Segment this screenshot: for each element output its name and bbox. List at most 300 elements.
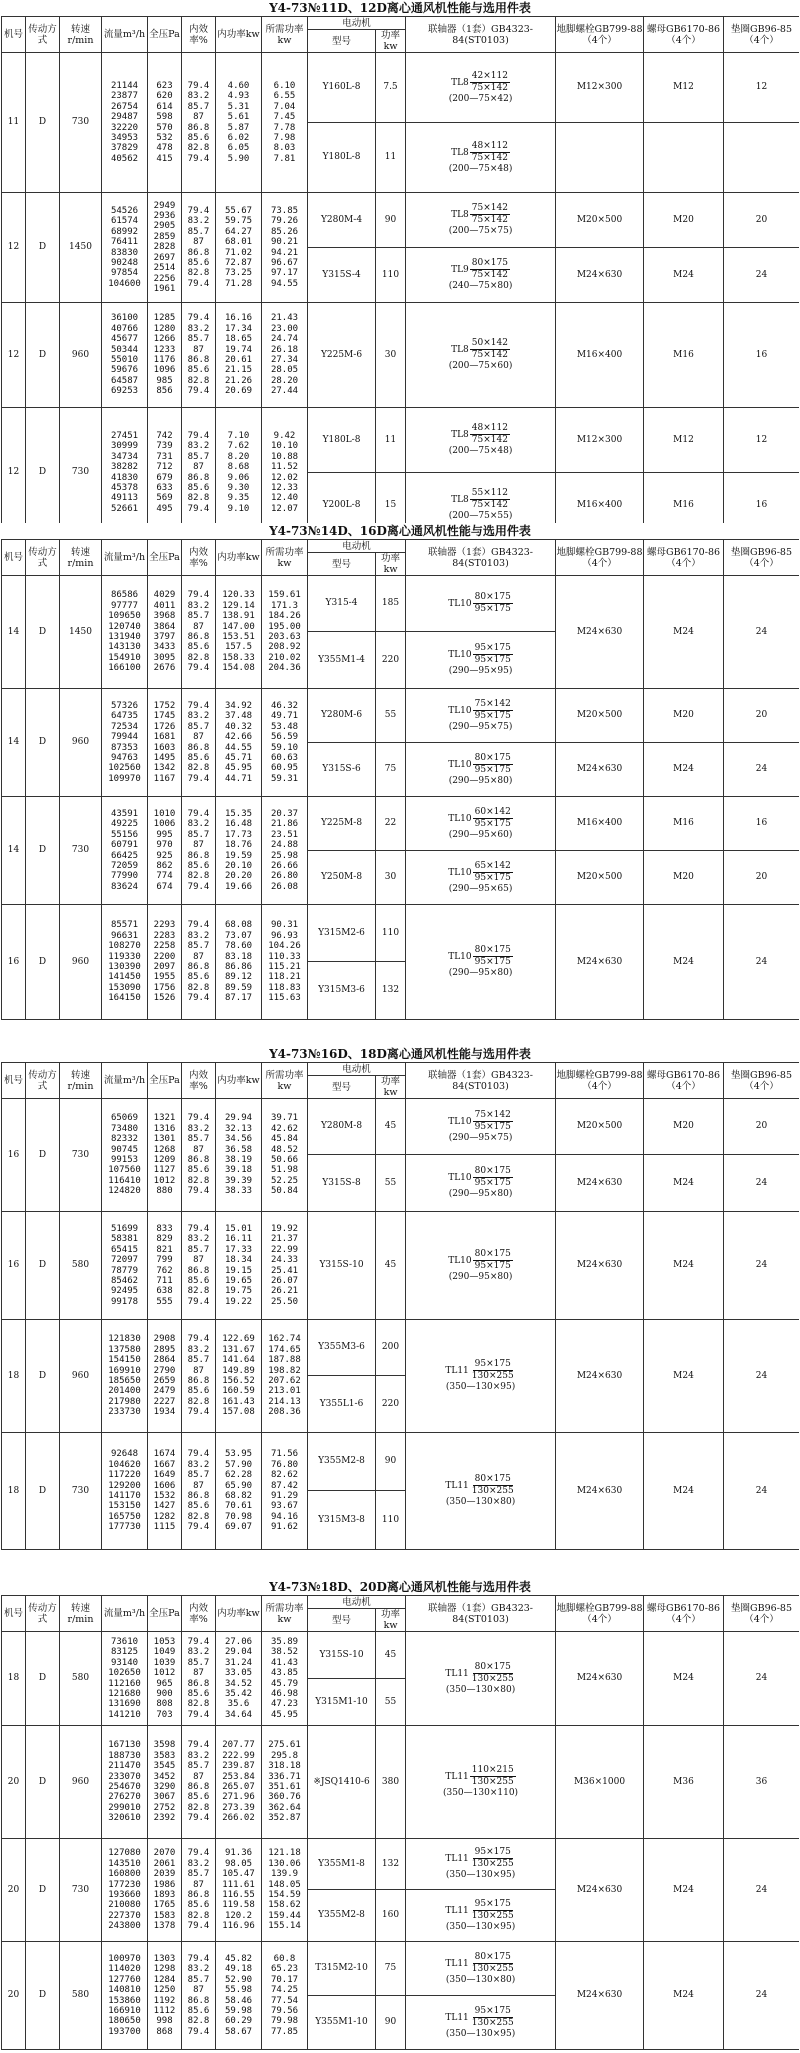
required-power-value: 275.61 xyxy=(268,1740,301,1751)
speed: 960 xyxy=(60,1320,102,1433)
pressure-value: 1756 xyxy=(153,982,176,993)
fan-row xyxy=(2,303,800,408)
flow-value: 201400 xyxy=(108,1386,141,1397)
nut: M16 xyxy=(644,797,724,851)
required-power-value: 7.81 xyxy=(273,153,296,164)
coupling-numerator: 80×175 xyxy=(474,592,511,602)
efficiency-cell xyxy=(182,408,216,524)
efficiency-value: 86.8 xyxy=(187,472,210,483)
flow-value: 90745 xyxy=(110,1144,139,1155)
required-power-value: 50.84 xyxy=(270,1186,299,1197)
motor-model: Y315S-8 xyxy=(308,1155,376,1212)
efficiency-value: 85.6 xyxy=(187,2005,210,2016)
required-power-value: 360.76 xyxy=(268,1792,301,1803)
internal-power-value: 222.99 xyxy=(222,1750,255,1761)
coupling-fraction xyxy=(470,488,510,511)
pressure-value: 495 xyxy=(156,503,173,514)
internal-power-value: 158.33 xyxy=(222,652,255,663)
flow-value: 233730 xyxy=(108,1407,141,1418)
flow-cell xyxy=(102,1212,148,1320)
flow-value: 94763 xyxy=(110,752,139,763)
pressure-value: 2200 xyxy=(153,951,176,962)
flow-value: 37829 xyxy=(110,143,139,154)
required-power-cell xyxy=(262,797,308,905)
coupling-denominator: 75×142 xyxy=(471,270,508,280)
internal-power-value: 16.48 xyxy=(224,819,253,830)
efficiency-cell xyxy=(182,797,216,905)
flow-value: 114020 xyxy=(108,1964,141,1975)
internal-power-value: 7.62 xyxy=(227,441,250,452)
efficiency-value: 79.4 xyxy=(187,1113,210,1124)
motor-power: 30 xyxy=(376,303,406,408)
coupling-header: 联轴器（1套）GB4323-84(ST0103) xyxy=(406,17,556,53)
spec-table xyxy=(1,539,799,1020)
pressure-value: 985 xyxy=(156,375,173,386)
coupling-sub: (350—130×95) xyxy=(445,1870,516,1880)
washer: 24 xyxy=(724,1433,799,1550)
coupling-denominator: 75×142 xyxy=(471,215,508,225)
coupling-prefix: TL10 xyxy=(448,650,472,660)
required-power-value: 10.10 xyxy=(270,441,299,452)
required-power-value: 79.98 xyxy=(270,2016,299,2027)
required-power-value: 174.65 xyxy=(268,1344,301,1355)
efficiency-value: 83.2 xyxy=(187,930,210,941)
required-power-value: 26.66 xyxy=(270,860,299,871)
efficiency-value: 82.8 xyxy=(187,375,210,386)
washer: 24 xyxy=(724,1942,799,2050)
internal-power-header: 内功率kw xyxy=(216,1063,262,1099)
flow-value: 116410 xyxy=(108,1175,141,1186)
nut: M36 xyxy=(644,1726,724,1839)
efficiency-value: 82.8 xyxy=(187,763,210,774)
internal-power-value: 19.22 xyxy=(224,1296,253,1307)
pressure-cell xyxy=(148,1320,182,1433)
internal-power-value: 70.61 xyxy=(224,1501,253,1512)
flow-value: 97854 xyxy=(110,268,139,279)
pressure-header: 全压Pa xyxy=(148,540,182,576)
pressure-cell xyxy=(148,53,182,193)
efficiency-header: 内效率% xyxy=(182,17,216,53)
motor-model: Y315M2-6 xyxy=(308,905,376,962)
coupling-fraction xyxy=(470,141,510,164)
efficiency-value: 82.8 xyxy=(187,652,210,663)
pressure-value: 1112 xyxy=(153,2005,176,2016)
coupling-spec xyxy=(406,753,555,776)
pressure-value: 1012 xyxy=(153,1175,176,1186)
flow-value: 109650 xyxy=(108,611,141,622)
internal-power-cell xyxy=(216,905,262,1020)
coupling-cell xyxy=(406,193,556,248)
coupling-fraction xyxy=(470,338,510,361)
coupling-cell xyxy=(406,743,556,797)
pressure-value: 821 xyxy=(156,1244,173,1255)
internal-power-value: 17.73 xyxy=(224,829,253,840)
drive-type: D xyxy=(26,1632,60,1726)
coupling-prefix: TL10 xyxy=(448,1173,472,1183)
required-power-value: 22.99 xyxy=(270,1244,299,1255)
efficiency-value: 79.4 xyxy=(187,1186,210,1197)
coupling-prefix: TL11 xyxy=(445,1905,469,1916)
flow-value: 243800 xyxy=(108,1921,141,1932)
washer: 24 xyxy=(724,1839,799,1942)
header-row xyxy=(2,1596,800,1609)
coupling-sub: (290—95×95) xyxy=(448,666,513,676)
required-power-value: 210.02 xyxy=(268,652,301,663)
flow-value: 112160 xyxy=(108,1678,141,1689)
required-power-value: 362.64 xyxy=(268,1802,301,1813)
flow-value: 143510 xyxy=(108,1858,141,1869)
coupling-cell xyxy=(406,576,556,632)
internal-power-value: 161.43 xyxy=(222,1396,255,1407)
coupling-spec xyxy=(406,1952,555,1975)
coupling-sub: (200—75×48) xyxy=(448,446,513,456)
machine-no: 18 xyxy=(2,1433,26,1550)
efficiency-cell xyxy=(182,905,216,1020)
anchor-bolt: M24×630 xyxy=(556,1632,644,1726)
flow-value: 83125 xyxy=(110,1647,139,1658)
required-power-value: 159.44 xyxy=(268,1910,301,1921)
efficiency-value: 86.8 xyxy=(187,742,210,753)
machine-no: 18 xyxy=(2,1320,26,1433)
pressure-value: 570 xyxy=(156,122,173,133)
required-power-header: 所需功率kw xyxy=(262,540,308,576)
coupling-prefix: TL11 xyxy=(445,1366,469,1376)
efficiency-value: 83.2 xyxy=(187,441,210,452)
internal-power-value: 4.60 xyxy=(227,80,250,91)
internal-power-value: 9.30 xyxy=(227,482,250,493)
spec-table xyxy=(1,1595,799,2050)
efficiency-value: 87 xyxy=(193,732,204,743)
required-power-value: 50.66 xyxy=(270,1155,299,1165)
efficiency-value: 79.4 xyxy=(187,663,210,674)
internal-power-value: 21.26 xyxy=(224,375,253,386)
efficiency-value: 79.4 xyxy=(187,1522,210,1533)
pressure-cell xyxy=(148,797,182,905)
pressure-value: 1192 xyxy=(153,1995,176,2006)
pressure-value: 3452 xyxy=(153,1771,176,1782)
motor-power: 160 xyxy=(376,1890,406,1942)
pressure-value: 1012 xyxy=(153,1668,176,1679)
speed-header: 转速r/min xyxy=(60,17,102,53)
flow-value: 153090 xyxy=(108,982,141,993)
internal-power-value: 71.02 xyxy=(224,247,253,258)
efficiency-cell xyxy=(182,689,216,797)
speed: 960 xyxy=(60,303,102,408)
flow-value: 137580 xyxy=(108,1344,141,1355)
pressure-cell xyxy=(148,1839,182,1942)
motor-model: Y315M3-6 xyxy=(308,962,376,1020)
efficiency-value: 79.4 xyxy=(187,503,210,514)
internal-power-value: 20.20 xyxy=(224,871,253,882)
required-power-value: 23.51 xyxy=(270,829,299,840)
efficiency-value: 79.4 xyxy=(187,1740,210,1751)
internal-power-value: 19.59 xyxy=(224,850,253,861)
efficiency-value: 87 xyxy=(193,840,204,851)
efficiency-value: 83.2 xyxy=(187,216,210,227)
fan-row xyxy=(2,1212,800,1320)
efficiency-value: 79.4 xyxy=(187,700,210,711)
section xyxy=(1,1579,799,2053)
flow-value: 29487 xyxy=(110,112,139,123)
required-power-value: 26.80 xyxy=(270,871,299,882)
flow-value: 43591 xyxy=(110,808,139,819)
internal-power-cell xyxy=(216,303,262,408)
efficiency-value: 86.8 xyxy=(187,247,210,258)
internal-power-cell xyxy=(216,1726,262,1839)
flow-value: 87353 xyxy=(110,742,139,753)
internal-power-value: 40.32 xyxy=(224,721,253,732)
internal-power-value: 20.69 xyxy=(224,386,253,397)
coupling-sub: (200—75×75) xyxy=(448,226,513,236)
coupling-cell xyxy=(406,123,556,193)
coupling-prefix: TL10 xyxy=(448,952,472,962)
flow-value: 85462 xyxy=(110,1275,139,1286)
efficiency-cell xyxy=(182,193,216,303)
efficiency-value: 79.4 xyxy=(187,1334,210,1345)
internal-power-value: 122.69 xyxy=(222,1334,255,1345)
flow-value: 185650 xyxy=(108,1376,141,1386)
internal-power-value: 89.59 xyxy=(224,982,253,993)
flow-value: 233070 xyxy=(108,1771,141,1782)
required-power-cell xyxy=(262,1632,308,1726)
required-power-value: 65.23 xyxy=(270,1964,299,1975)
speed-header: 转速r/min xyxy=(60,1063,102,1099)
flow-value: 107560 xyxy=(108,1165,141,1176)
pressure-value: 2864 xyxy=(153,1355,176,1366)
internal-power-value: 64.27 xyxy=(224,226,253,237)
required-power-header: 所需功率kw xyxy=(262,17,308,53)
internal-power-value: 19.75 xyxy=(224,1286,253,1297)
required-power-value: 6.55 xyxy=(273,91,296,102)
efficiency-value: 86.8 xyxy=(187,1995,210,2006)
nut: M24 xyxy=(644,1632,724,1726)
efficiency-cell xyxy=(182,303,216,408)
flow-value: 141170 xyxy=(108,1491,141,1501)
efficiency-value: 79.4 xyxy=(187,2026,210,2037)
efficiency-cell xyxy=(182,53,216,193)
flow-cell xyxy=(102,408,148,524)
motor-power: 220 xyxy=(376,632,406,689)
required-power-value: 59.10 xyxy=(270,742,299,753)
required-power-value: 25.98 xyxy=(270,850,299,861)
efficiency-value: 86.8 xyxy=(187,1890,210,1900)
coupling-cell xyxy=(406,1320,556,1433)
internal-power-cell xyxy=(216,1433,262,1550)
machine-no: 16 xyxy=(2,1212,26,1320)
flow-value: 92648 xyxy=(110,1449,139,1460)
coupling-numerator: 55×112 xyxy=(471,488,508,498)
flow-value: 167130 xyxy=(108,1740,141,1751)
nut: M24 xyxy=(644,905,724,1020)
anchor-bolt xyxy=(556,123,644,193)
coupling-denominator: 95×175 xyxy=(474,764,511,775)
internal-power-value: 5.31 xyxy=(227,101,250,112)
required-power-value: 51.98 xyxy=(270,1165,299,1176)
required-power-cell xyxy=(262,1433,308,1550)
internal-power-value: 5.90 xyxy=(227,153,250,164)
flow-value: 66425 xyxy=(110,850,139,861)
efficiency-value: 82.8 xyxy=(187,1511,210,1522)
efficiency-value: 79.4 xyxy=(187,1848,210,1859)
drive-header: 传动方式 xyxy=(26,17,60,53)
coupling-numerator: 75×142 xyxy=(474,698,511,709)
required-power-value: 12.07 xyxy=(270,503,299,514)
internal-power-value: 52.90 xyxy=(224,1974,253,1985)
coupling-prefix: TL10 xyxy=(448,813,472,824)
coupling-cell xyxy=(406,1212,556,1320)
required-power-value: 195.00 xyxy=(268,621,301,632)
required-power-value: 9.42 xyxy=(273,430,296,441)
anchor-bolt: M24×630 xyxy=(556,248,644,303)
motor-power-header: 功率kw xyxy=(376,1609,406,1632)
motor-power: 45 xyxy=(376,1212,406,1320)
flow-value: 68992 xyxy=(110,226,139,237)
required-power-value: 77.85 xyxy=(270,2026,299,2037)
pressure-value: 623 xyxy=(156,80,173,91)
required-power-value: 73.85 xyxy=(270,205,299,216)
efficiency-value: 85.6 xyxy=(187,482,210,493)
required-power-value: 77.54 xyxy=(270,1995,299,2006)
required-power-value: 24.88 xyxy=(270,840,299,851)
required-power-value: 12.40 xyxy=(270,493,299,504)
pressure-value: 1955 xyxy=(153,972,176,983)
machine-no-header: 机号 xyxy=(2,17,26,53)
required-power-value: 352.87 xyxy=(268,1813,301,1824)
speed: 580 xyxy=(60,1632,102,1726)
flow-value: 40562 xyxy=(110,153,139,164)
flow-value: 54526 xyxy=(110,205,139,216)
flow-value: 27451 xyxy=(110,430,139,441)
internal-power-value: 7.10 xyxy=(227,430,250,441)
efficiency-header: 内效率% xyxy=(182,1596,216,1632)
efficiency-value: 85.7 xyxy=(187,1134,210,1145)
motor-power: 90 xyxy=(376,193,406,248)
flow-value: 193700 xyxy=(108,2026,141,2037)
required-power-cell xyxy=(262,53,308,193)
pressure-cell xyxy=(148,1212,182,1320)
coupling-denominator: 75×142 xyxy=(471,152,508,163)
coupling-fraction xyxy=(470,1765,516,1788)
required-power-value: 26.21 xyxy=(270,1286,299,1297)
efficiency-value: 86.8 xyxy=(187,122,210,133)
machine-no: 20 xyxy=(2,1839,26,1942)
drive-type: D xyxy=(26,1839,60,1942)
pressure-value: 1053 xyxy=(153,1636,176,1647)
pressure-value: 2936 xyxy=(153,211,176,222)
efficiency-value: 86.8 xyxy=(187,1491,210,1501)
internal-power-value: 120.33 xyxy=(222,590,255,601)
coupling-cell xyxy=(406,1433,556,1550)
required-power-value: 60.63 xyxy=(270,752,299,763)
anchor-bolt: M24×630 xyxy=(556,1942,644,2050)
required-power-value: 318.18 xyxy=(268,1761,301,1772)
efficiency-value: 79.4 xyxy=(187,1953,210,1964)
flow-value: 164150 xyxy=(108,993,141,1004)
coupling-spec xyxy=(406,1765,555,1788)
required-power-value: 90.21 xyxy=(270,237,299,248)
flow-value: 166100 xyxy=(108,663,141,674)
coupling-spec xyxy=(406,71,555,94)
internal-power-value: 129.14 xyxy=(222,600,255,611)
required-power-value: 26.18 xyxy=(270,344,299,355)
motor-power-header: 功率kw xyxy=(376,1076,406,1099)
motor-power: 132 xyxy=(376,962,406,1020)
required-power-value: 159.61 xyxy=(268,590,301,601)
flow-value: 217980 xyxy=(108,1396,141,1407)
internal-power-value: 45.71 xyxy=(224,752,253,763)
efficiency-value: 85.7 xyxy=(187,1974,210,1985)
efficiency-value: 85.6 xyxy=(187,1792,210,1803)
flow-value: 55156 xyxy=(110,829,139,840)
pressure-value: 1603 xyxy=(153,742,176,753)
nut: M16 xyxy=(644,303,724,408)
coupling-prefix: TL11 xyxy=(445,1854,469,1864)
coupling-spec xyxy=(406,1662,555,1685)
required-power-value: 94.16 xyxy=(270,1511,299,1522)
internal-power-value: 59.75 xyxy=(224,216,253,227)
flow-header: 流量m³/h xyxy=(102,1063,148,1099)
coupling-fraction xyxy=(470,1474,516,1497)
flow-value: 57326 xyxy=(110,700,139,711)
internal-power-value: 19.74 xyxy=(224,344,253,355)
coupling-sub: (200—75×48) xyxy=(448,163,513,174)
flow-value: 34953 xyxy=(110,132,139,143)
section xyxy=(1,0,799,523)
anchor-bolt: M24×630 xyxy=(556,1433,644,1550)
efficiency-value: 79.4 xyxy=(187,1636,210,1647)
pressure-value: 1526 xyxy=(153,993,176,1004)
efficiency-value: 85.7 xyxy=(187,941,210,952)
internal-power-value: 16.16 xyxy=(224,313,253,324)
washer: 12 xyxy=(724,408,799,473)
pressure-value: 712 xyxy=(156,462,173,473)
required-power-value: 6.10 xyxy=(273,80,296,91)
coupling-denominator: 95×175 xyxy=(474,1121,511,1132)
internal-power-value: 36.58 xyxy=(224,1144,253,1155)
efficiency-value: 79.4 xyxy=(187,808,210,819)
coupling-sub: (200—75×60) xyxy=(448,361,513,371)
flow-value: 193660 xyxy=(108,1890,141,1900)
required-power-value: 155.14 xyxy=(268,1921,301,1932)
flow-value: 73610 xyxy=(110,1636,139,1647)
flow-value: 140810 xyxy=(108,1985,141,1996)
required-power-value: 47.23 xyxy=(270,1699,299,1710)
required-power-value: 184.26 xyxy=(268,611,301,622)
required-power-value: 115.63 xyxy=(268,993,301,1004)
fan-row xyxy=(2,193,800,248)
motor-power: 22 xyxy=(376,797,406,851)
coupling-numerator: 95×175 xyxy=(474,1847,511,1857)
pressure-value: 1284 xyxy=(153,1974,176,1985)
internal-power-cell xyxy=(216,689,262,797)
efficiency-value: 85.7 xyxy=(187,721,210,732)
motor-model: Y225M-8 xyxy=(308,797,376,851)
required-power-value: 130.06 xyxy=(268,1858,301,1869)
internal-power-value: 116.55 xyxy=(222,1890,255,1900)
drive-header: 传动方式 xyxy=(26,1596,60,1632)
flow-cell xyxy=(102,905,148,1020)
washer: 20 xyxy=(724,689,799,743)
drive-type: D xyxy=(26,1942,60,2050)
internal-power-value: 58.67 xyxy=(224,2026,253,2037)
efficiency-value: 86.8 xyxy=(187,1155,210,1165)
flow-cell xyxy=(102,1320,148,1433)
drive-type: D xyxy=(26,797,60,905)
pressure-value: 1301 xyxy=(153,1134,176,1145)
efficiency-value: 79.4 xyxy=(187,205,210,216)
pressure-cell xyxy=(148,1726,182,1839)
pressure-value: 762 xyxy=(156,1265,173,1276)
